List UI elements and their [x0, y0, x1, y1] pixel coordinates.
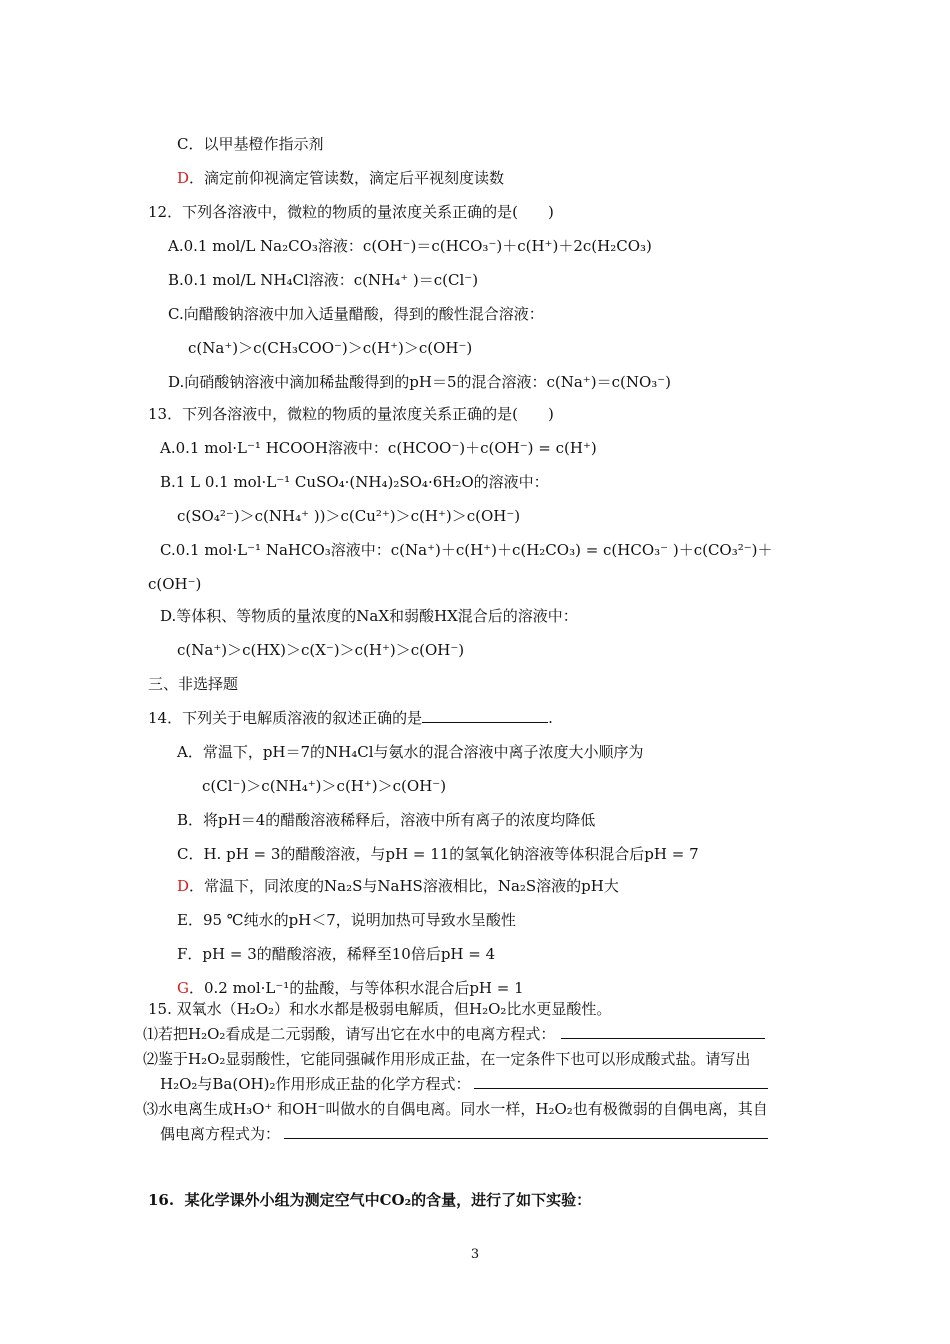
answer-blank[interactable] [474, 1074, 768, 1089]
q14-stem-text: 14．下列关于电解质溶液的叙述正确的是 [148, 709, 423, 727]
q14-option-g [177, 978, 524, 998]
q15-part-3-text: 偶电离方程式为： [160, 1125, 281, 1143]
q14-stem-period: . [548, 709, 553, 727]
q14-option-a-formula: c(Cl⁻)＞c(NH₄⁺)＞c(H⁺)＞c(OH⁻) [202, 777, 447, 795]
q16-stem [148, 1190, 591, 1210]
answer-marker: D [177, 169, 190, 187]
q15-part-2-text: H₂O₂与Ba(OH)₂作用形成正盐的化学方程式： [160, 1075, 471, 1093]
q13-option-d-formula: c(Na⁺)＞c(HX)＞c(X⁻)＞c(H⁺)＞c(OH⁻) [177, 641, 465, 659]
q14-option-a: A．常温下，pH＝7的NH₄Cl与氨水的混合溶液中离子浓度大小顺序为 [177, 743, 644, 761]
q16-number: 16. [148, 1191, 175, 1209]
q15-part-3: ⑶水电离生成H₃O⁺ 和OH⁻叫做水的自偶电离。同水一样，H₂O₂也有极微弱的自偶电离，其自 [143, 1100, 768, 1118]
q11-option-d [177, 168, 504, 188]
q15-stem: 15. 双氧水（H₂O₂）和水水都是极弱电解质，但H₂O₂比水更显酸性。 [148, 1000, 612, 1018]
q15-part-1 [143, 1024, 765, 1044]
q14-stem [148, 708, 553, 728]
q13-option-b-formula: c(SO₄²⁻)＞c(NH₄⁺ ))＞c(Cu²⁺)＞c(H⁺)＞c(OH⁻) [177, 507, 521, 525]
q15-part-1-text: ⑴若把H₂O₂看成是二元弱酸，请写出它在水中的电离方程式： [143, 1025, 556, 1043]
q14-option-d-text: ．常温下，同浓度的Na₂S与NaHS溶液相比，Na₂S溶液的pH大 [189, 877, 619, 895]
q16-text: 某化学课外小组为测定空气中CO₂的含量，进行了如下实验： [184, 1191, 592, 1209]
q12-option-d: D.向硝酸钠溶液中滴加稀盐酸得到的pH＝5的混合溶液：c(Na⁺)＝c(NO₃⁻) [168, 373, 672, 391]
q12-option-c-formula: c(Na⁺)＞c(CH₃COO⁻)＞c(H⁺)＞c(OH⁻) [188, 339, 473, 357]
answer-blank[interactable] [284, 1124, 768, 1139]
q14-option-d [177, 876, 619, 896]
q13-option-c-continued: c(OH⁻) [148, 575, 202, 593]
q14-option-f: F．pH = 3的醋酸溶液，稀释至10倍后pH = 4 [177, 945, 496, 963]
q12-option-a: A.0.1 mol/L Na₂CO₃溶液：c(OH⁻)＝c(HCO₃⁻)＋c(H⁺)＋2c(H₂CO₃) [168, 237, 652, 255]
q14-option-g-text: ．0.2 mol·L⁻¹的盐酸，与等体积水混合后pH = 1 [188, 979, 524, 997]
q14-option-c: C．H. pH = 3的醋酸溶液，与pH = 11的氢氧化钠溶液等体积混合后pH = 7 [177, 845, 699, 863]
q12-stem: 12．下列各溶液中，微粒的物质的量浓度关系正确的是( ) [148, 203, 554, 221]
q13-option-d: D.等体积、等物质的量浓度的NaX和弱酸HX混合后的溶液中： [160, 607, 578, 625]
q14-option-b: B．将pH＝4的醋酸溶液稀释后，溶液中所有离子的浓度均降低 [177, 811, 596, 829]
q15-part-3-continued [160, 1124, 768, 1144]
q15-part-2: ⑵鉴于H₂O₂显弱酸性，它能同强碱作用形成正盐，在一定条件下也可以形成酸式盐。请写出 [143, 1050, 751, 1068]
q13-option-a: A.0.1 mol·L⁻¹ HCOOH溶液中：c(HCOO⁻)＋c(OH⁻) = c(H⁺) [160, 439, 597, 457]
q13-stem: 13．下列各溶液中，微粒的物质的量浓度关系正确的是( ) [148, 405, 554, 423]
q13-option-b: B.1 L 0.1 mol·L⁻¹ CuSO₄·(NH₄)₂SO₄·6H₂O的溶液中： [160, 473, 549, 491]
q14-option-e: E．95 ℃纯水的pH＜7，说明加热可导致水呈酸性 [177, 911, 516, 929]
answer-blank[interactable] [422, 708, 548, 723]
page-number: 3 [470, 1247, 480, 1262]
answer-blank[interactable] [561, 1024, 765, 1039]
q11-option-d-text: ．滴定前仰视滴定管读数，滴定后平视刻度读数 [189, 169, 505, 187]
q15-part-2-continued [160, 1074, 768, 1094]
answer-marker: G [177, 979, 189, 997]
answer-marker: D [177, 877, 190, 895]
q13-option-c: C.0.1 mol·L⁻¹ NaHCO₃溶液中：c(Na⁺)＋c(H⁺)＋c(H₂CO₃) = c(HCO₃⁻ )＋c(CO₃²⁻)＋ [160, 541, 773, 559]
section-heading: 三、非选择题 [148, 675, 239, 693]
q12-option-b: B.0.1 mol/L NH₄Cl溶液：c(NH₄⁺ )＝c(Cl⁻) [168, 271, 479, 289]
q11-option-c: C．以甲基橙作指示剂 [177, 135, 324, 153]
q12-option-c: C.向醋酸钠溶液中加入适量醋酸，得到的酸性混合溶液： [168, 305, 544, 323]
